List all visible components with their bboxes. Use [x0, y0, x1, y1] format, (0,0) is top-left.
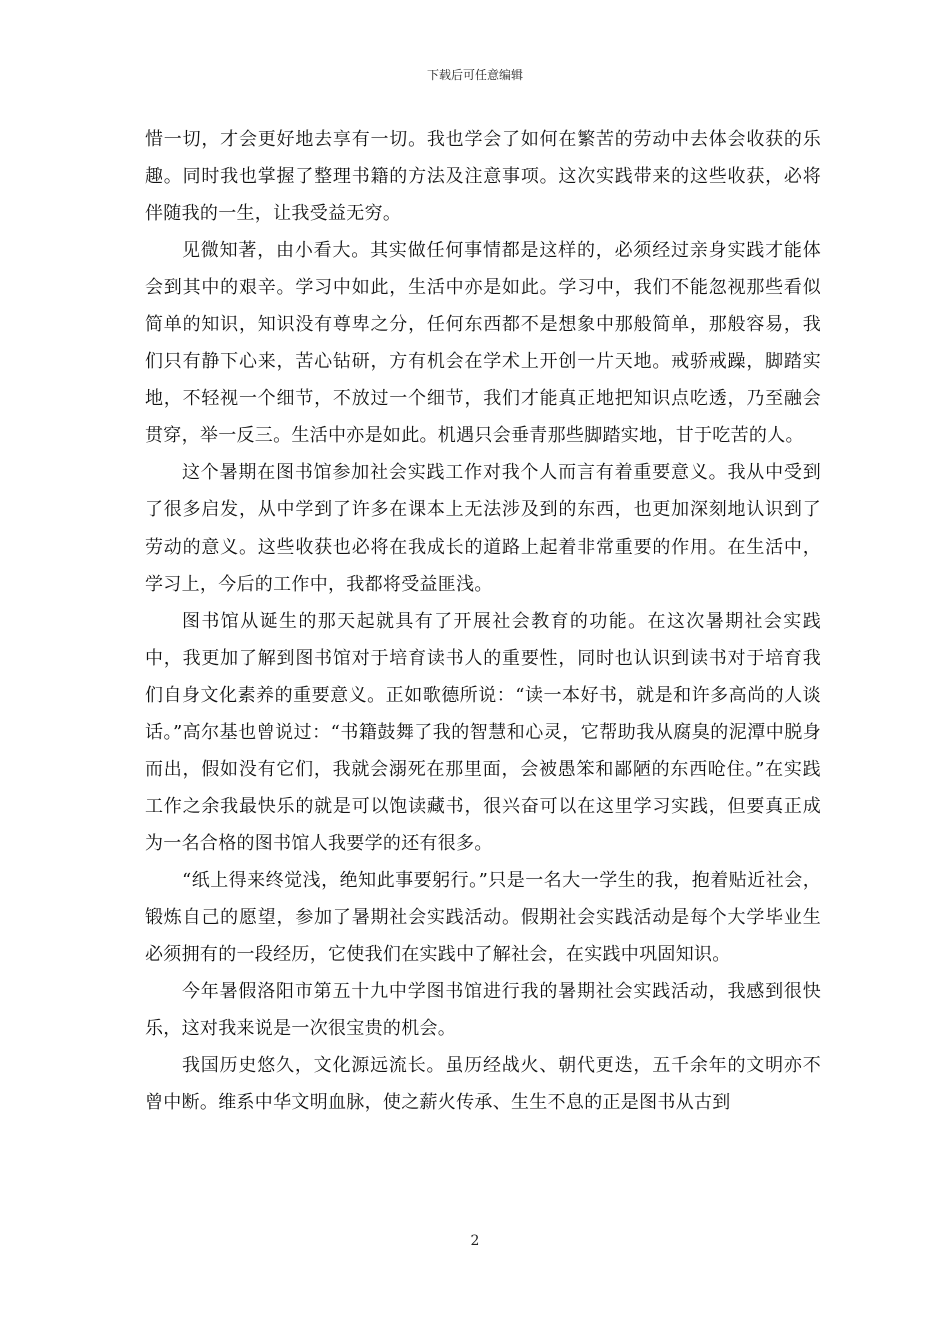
paragraph-1: 惜一切，才会更好地去享有一切。我也学会了如何在繁苦的劳动中去体会收获的乐趣。同时我也掌握了整理书籍的方法及注意事项。这次实践带来的这些收获，必将伴随我的一生，让我受益无穷。 [145, 129, 821, 225]
paragraph-4: 图书馆从诞生的那天起就具有了开展社会教育的功能。在这次暑期社会实践中，我更加了解到图书馆对于培育读书人的重要性，同时也认识到读书对于培育我们自身文化素养的重要意义。正如歌德所说：“读一本好书，就是和许多高尚的人谈话。”高尔基也曾说过：“书籍鼓舞了我的智慧和心灵，它帮助我从腐臭的泥潭中脱身而出，假如没有它们，我就会溺死在那里面，会被愚笨和鄙陋的东西呛住。”在实践工作之余我最快乐的就是可以饱读藏书，很兴奋可以在这里学习实践，但要真正成为一名合格的图书馆人我要学的还有很多。 [145, 610, 821, 854]
page-header: 下载后可任意编辑 [426, 68, 523, 82]
paragraph-3: 这个暑期在图书馆参加社会实践工作对我个人而言有着重要意义。我从中受到了很多启发，从中学到了许多在课本上无法涉及到的东西，也更加深刻地认识到了劳动的意义。这些收获也必将在我成长的道路上起着非常重要的作用。在生活中，学习上，今后的工作中，我都将受益匪浅。 [145, 462, 821, 595]
paragraph-5: “纸上得来终觉浅，绝知此事要躬行。”只是一名大一学生的我，抱着贴近社会，锻炼自己的愿望，参加了暑期社会实践活动。假期社会实践活动是每个大学毕业生必须拥有的一段经历，它使我们在实践中了解社会，在实践中巩固知识。 [145, 869, 821, 966]
paragraph-2: 见微知著，由小看大。其实做任何事情都是这样的，必须经过亲身实践才能体会到其中的艰辛。学习中如此，生活中亦是如此。学习中，我们不能忽视那些看似简单的知识，知识没有尊卑之分，任何东西都不是想象中那般简单，那般容易，我们只有静下心来，苦心钻研，方有机会在学术上开创一片天地。戒骄戒躁，脚踏实地，不轻视一个细节，不放过一个细节，我们才能真正地把知识点吃透，乃至融会贯穿，举一反三。生活中亦是如此。机遇只会垂青那些脚踏实地，甘于吃苦的人。 [145, 240, 821, 447]
page-number: 2 [470, 1233, 480, 1249]
document-body [145, 121, 821, 1121]
paragraph-6: 今年暑假洛阳市第五十九中学图书馆进行我的暑期社会实践活动，我感到很快乐，这对我来说是一次很宝贵的机会。 [145, 981, 821, 1040]
paragraph-7: 我国历史悠久，文化源远流长。虽历经战火、朝代更迭，五千余年的文明亦不曾中断。维系中华文明血脉，使之薪火传承、生生不息的正是图书从古到 [145, 1055, 821, 1114]
